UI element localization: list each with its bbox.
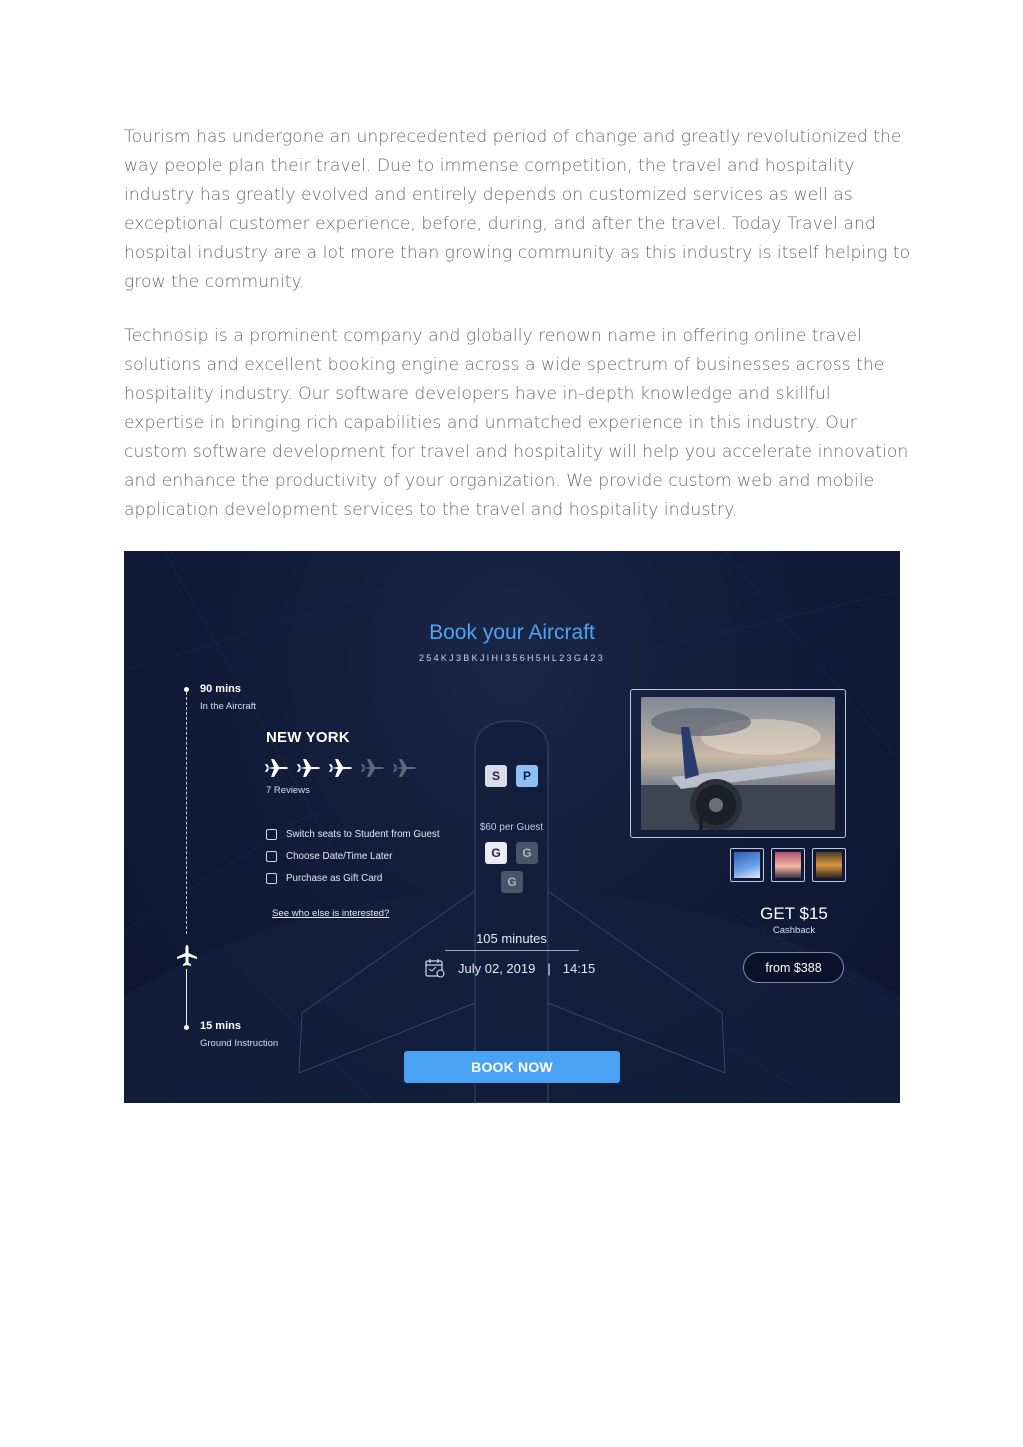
- option-label: Choose Date/Time Later: [286, 850, 393, 862]
- booking-code: 254KJ3BKJIHI356H5HL23G423: [418, 653, 606, 663]
- page-title: Book your Aircraft: [429, 621, 595, 644]
- flight-duration: 105 minutes: [476, 931, 547, 946]
- cashback-label: Cashback: [772, 925, 816, 936]
- checkbox[interactable]: [266, 873, 277, 884]
- timeline-top-time: 90 mins: [200, 683, 241, 695]
- seat-g-1[interactable]: G: [485, 842, 507, 864]
- flight-time: 14:15: [562, 960, 596, 976]
- date-time-row[interactable]: [424, 957, 595, 979]
- seat-g-2[interactable]: G: [516, 842, 538, 864]
- cashback-title: GET $15: [760, 904, 828, 923]
- price-per-guest: $60 per Guest: [479, 822, 544, 833]
- interested-link[interactable]: See who else is interested?: [272, 908, 390, 919]
- timeline-top-label: In the Aircraft: [200, 701, 256, 712]
- thumbnail-1[interactable]: [730, 848, 764, 882]
- seat-s[interactable]: S: [485, 765, 507, 787]
- timeline-dashed-line: [186, 692, 187, 934]
- thumbnail-3[interactable]: [812, 848, 846, 882]
- destination-city: NEW YORK: [266, 729, 350, 746]
- option-label: Purchase as Gift Card: [286, 872, 383, 884]
- flight-date: July 02, 2019: [458, 960, 536, 976]
- rating-plane-filled-icon: [329, 757, 353, 779]
- option-gift-card[interactable]: [266, 871, 382, 885]
- date-separator: |: [547, 960, 551, 976]
- reviews-count[interactable]: 7 Reviews: [266, 785, 310, 796]
- aircraft-photo: [641, 697, 835, 830]
- airplane-icon: [176, 944, 198, 968]
- timeline-bottom-label: Ground Instruction: [200, 1038, 279, 1049]
- rating-plane-filled-icon: [265, 757, 289, 779]
- checkbox[interactable]: [266, 829, 277, 840]
- option-label: Switch seats to Student from Guest: [286, 828, 440, 840]
- seat-p[interactable]: P: [516, 765, 538, 787]
- company-paragraph: Technosip is a prominent company and globally renown name in offering online travel solutions and excellent booking engine across a wide spectrum of businesses across the hospitality industry. Our software developers have in-depth knowledge and skillful expertise in bringing rich capabilities and unmatched experience in this industry. Our custom software development for travel and hospitality will help you accelerate innovation and enhance the productivity of your organization. We provide custom web and mobile application development services to the travel and hospitality industry.: [124, 326, 909, 520]
- rating-plane-filled-icon: [297, 757, 321, 779]
- rating-plane-empty-icon: [393, 757, 417, 779]
- timeline-end-dot: [184, 1025, 189, 1030]
- thumbnail-2[interactable]: [771, 848, 805, 882]
- checkbox[interactable]: [266, 851, 277, 862]
- timeline-solid-line: [186, 969, 187, 1025]
- option-choose-later[interactable]: [266, 849, 392, 863]
- calendar-icon: [424, 957, 446, 979]
- intro-paragraph: Tourism has undergone an unprecedented period of change and greatly revolutionized the way people plan their travel. Due to immense competition, the travel and hospitality industry has greatly evolved and entirely depends on customized services as well as exceptional customer experience, before, during, and after the travel. Today Travel and hospital industry are a lot more than growing community as this industry is itself helping to grow the community.: [124, 127, 911, 292]
- seat-g-3[interactable]: G: [501, 871, 523, 893]
- rating-plane-empty-icon: [361, 757, 385, 779]
- option-switch-seats[interactable]: [266, 827, 440, 841]
- timeline-bottom-time: 15 mins: [200, 1020, 241, 1032]
- divider: [445, 950, 579, 951]
- price-button[interactable]: from $388: [743, 952, 844, 983]
- book-now-button[interactable]: BOOK NOW: [404, 1051, 620, 1083]
- booking-illustration: [124, 551, 900, 1103]
